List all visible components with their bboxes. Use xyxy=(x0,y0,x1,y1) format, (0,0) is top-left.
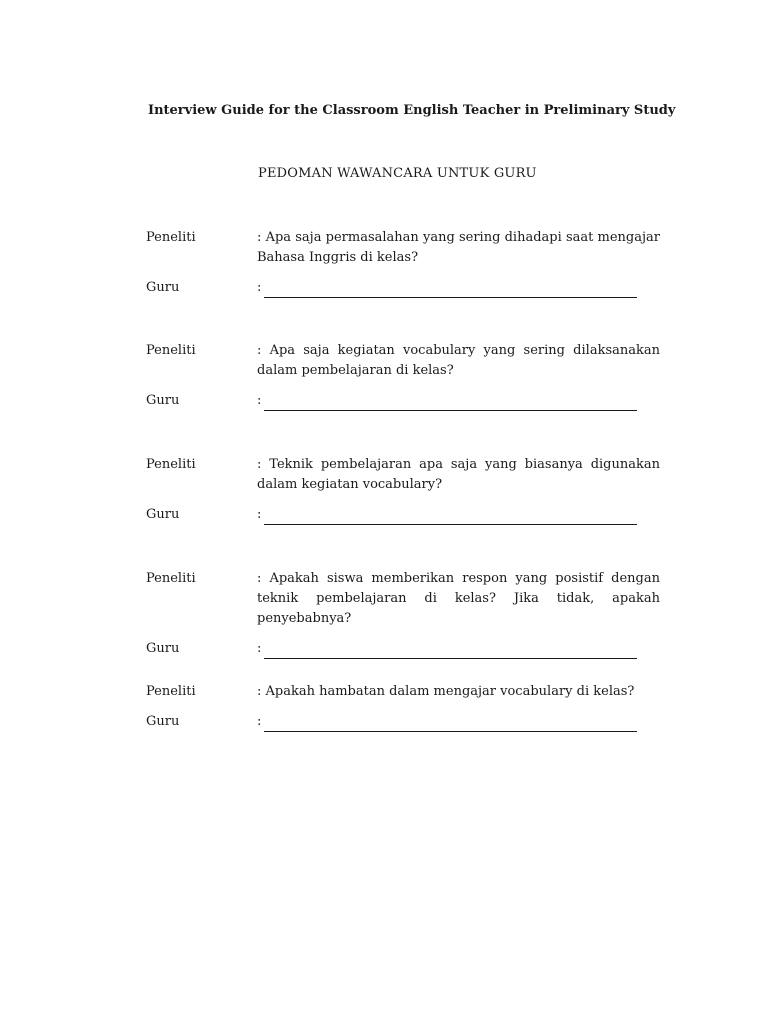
answer-colon: : xyxy=(257,641,262,656)
qa-item-2 xyxy=(146,341,660,411)
question-text: : Teknik pembelajaran apa saja yang biasanya digunakan dalam kegiatan vocabulary? xyxy=(257,457,660,492)
question-row xyxy=(146,569,660,629)
answer-colon: : xyxy=(257,280,262,295)
teacher-label: Guru xyxy=(146,393,180,408)
document-subtitle: PEDOMAN WAWANCARA UNTUK GURU xyxy=(258,166,537,181)
question-row xyxy=(146,341,660,381)
answer-colon: : xyxy=(257,714,262,729)
answer-row xyxy=(146,505,660,525)
answer-blank-line xyxy=(264,716,637,732)
qa-item-4 xyxy=(146,569,660,659)
answer-blank-line xyxy=(264,509,637,525)
qa-item-3 xyxy=(146,455,660,525)
question-text: : Apakah hambatan dalam mengajar vocabulary di kelas? xyxy=(257,684,635,699)
researcher-label: Peneliti xyxy=(146,684,196,699)
question-text: : Apa saja kegiatan vocabulary yang sering dilaksanakan dalam pembelajaran di kelas? xyxy=(257,343,660,378)
answer-field xyxy=(257,505,660,525)
answer-field xyxy=(257,391,660,411)
teacher-label: Guru xyxy=(146,641,180,656)
researcher-label: Peneliti xyxy=(146,571,196,586)
teacher-label: Guru xyxy=(146,507,180,522)
qa-item-1 xyxy=(146,228,660,298)
teacher-label: Guru xyxy=(146,280,180,295)
researcher-label: Peneliti xyxy=(146,343,196,358)
answer-field xyxy=(257,278,660,298)
teacher-label: Guru xyxy=(146,714,180,729)
answer-row xyxy=(146,391,660,411)
question-row xyxy=(146,682,660,702)
answer-colon: : xyxy=(257,507,262,522)
answer-field xyxy=(257,712,660,732)
qa-item-5 xyxy=(146,682,660,732)
answer-blank-line xyxy=(264,643,637,659)
answer-field xyxy=(257,639,660,659)
question-row xyxy=(146,455,660,495)
answer-row xyxy=(146,639,660,659)
researcher-label: Peneliti xyxy=(146,230,196,245)
document-title: Interview Guide for the Classroom English Teacher in Preliminary Study xyxy=(148,103,676,118)
question-text: : Apa saja permasalahan yang sering dihadapi saat mengajar Bahasa Inggris di kelas? xyxy=(257,230,660,265)
question-row xyxy=(146,228,660,268)
researcher-label: Peneliti xyxy=(146,457,196,472)
answer-colon: : xyxy=(257,393,262,408)
answer-blank-line xyxy=(264,282,637,298)
question-text: : Apakah siswa memberikan respon yang posistif dengan teknik pembelajaran di kelas? Jika tidak, apakah penyebabnya? xyxy=(257,571,660,626)
answer-row xyxy=(146,278,660,298)
answer-blank-line xyxy=(264,395,637,411)
answer-row xyxy=(146,712,660,732)
